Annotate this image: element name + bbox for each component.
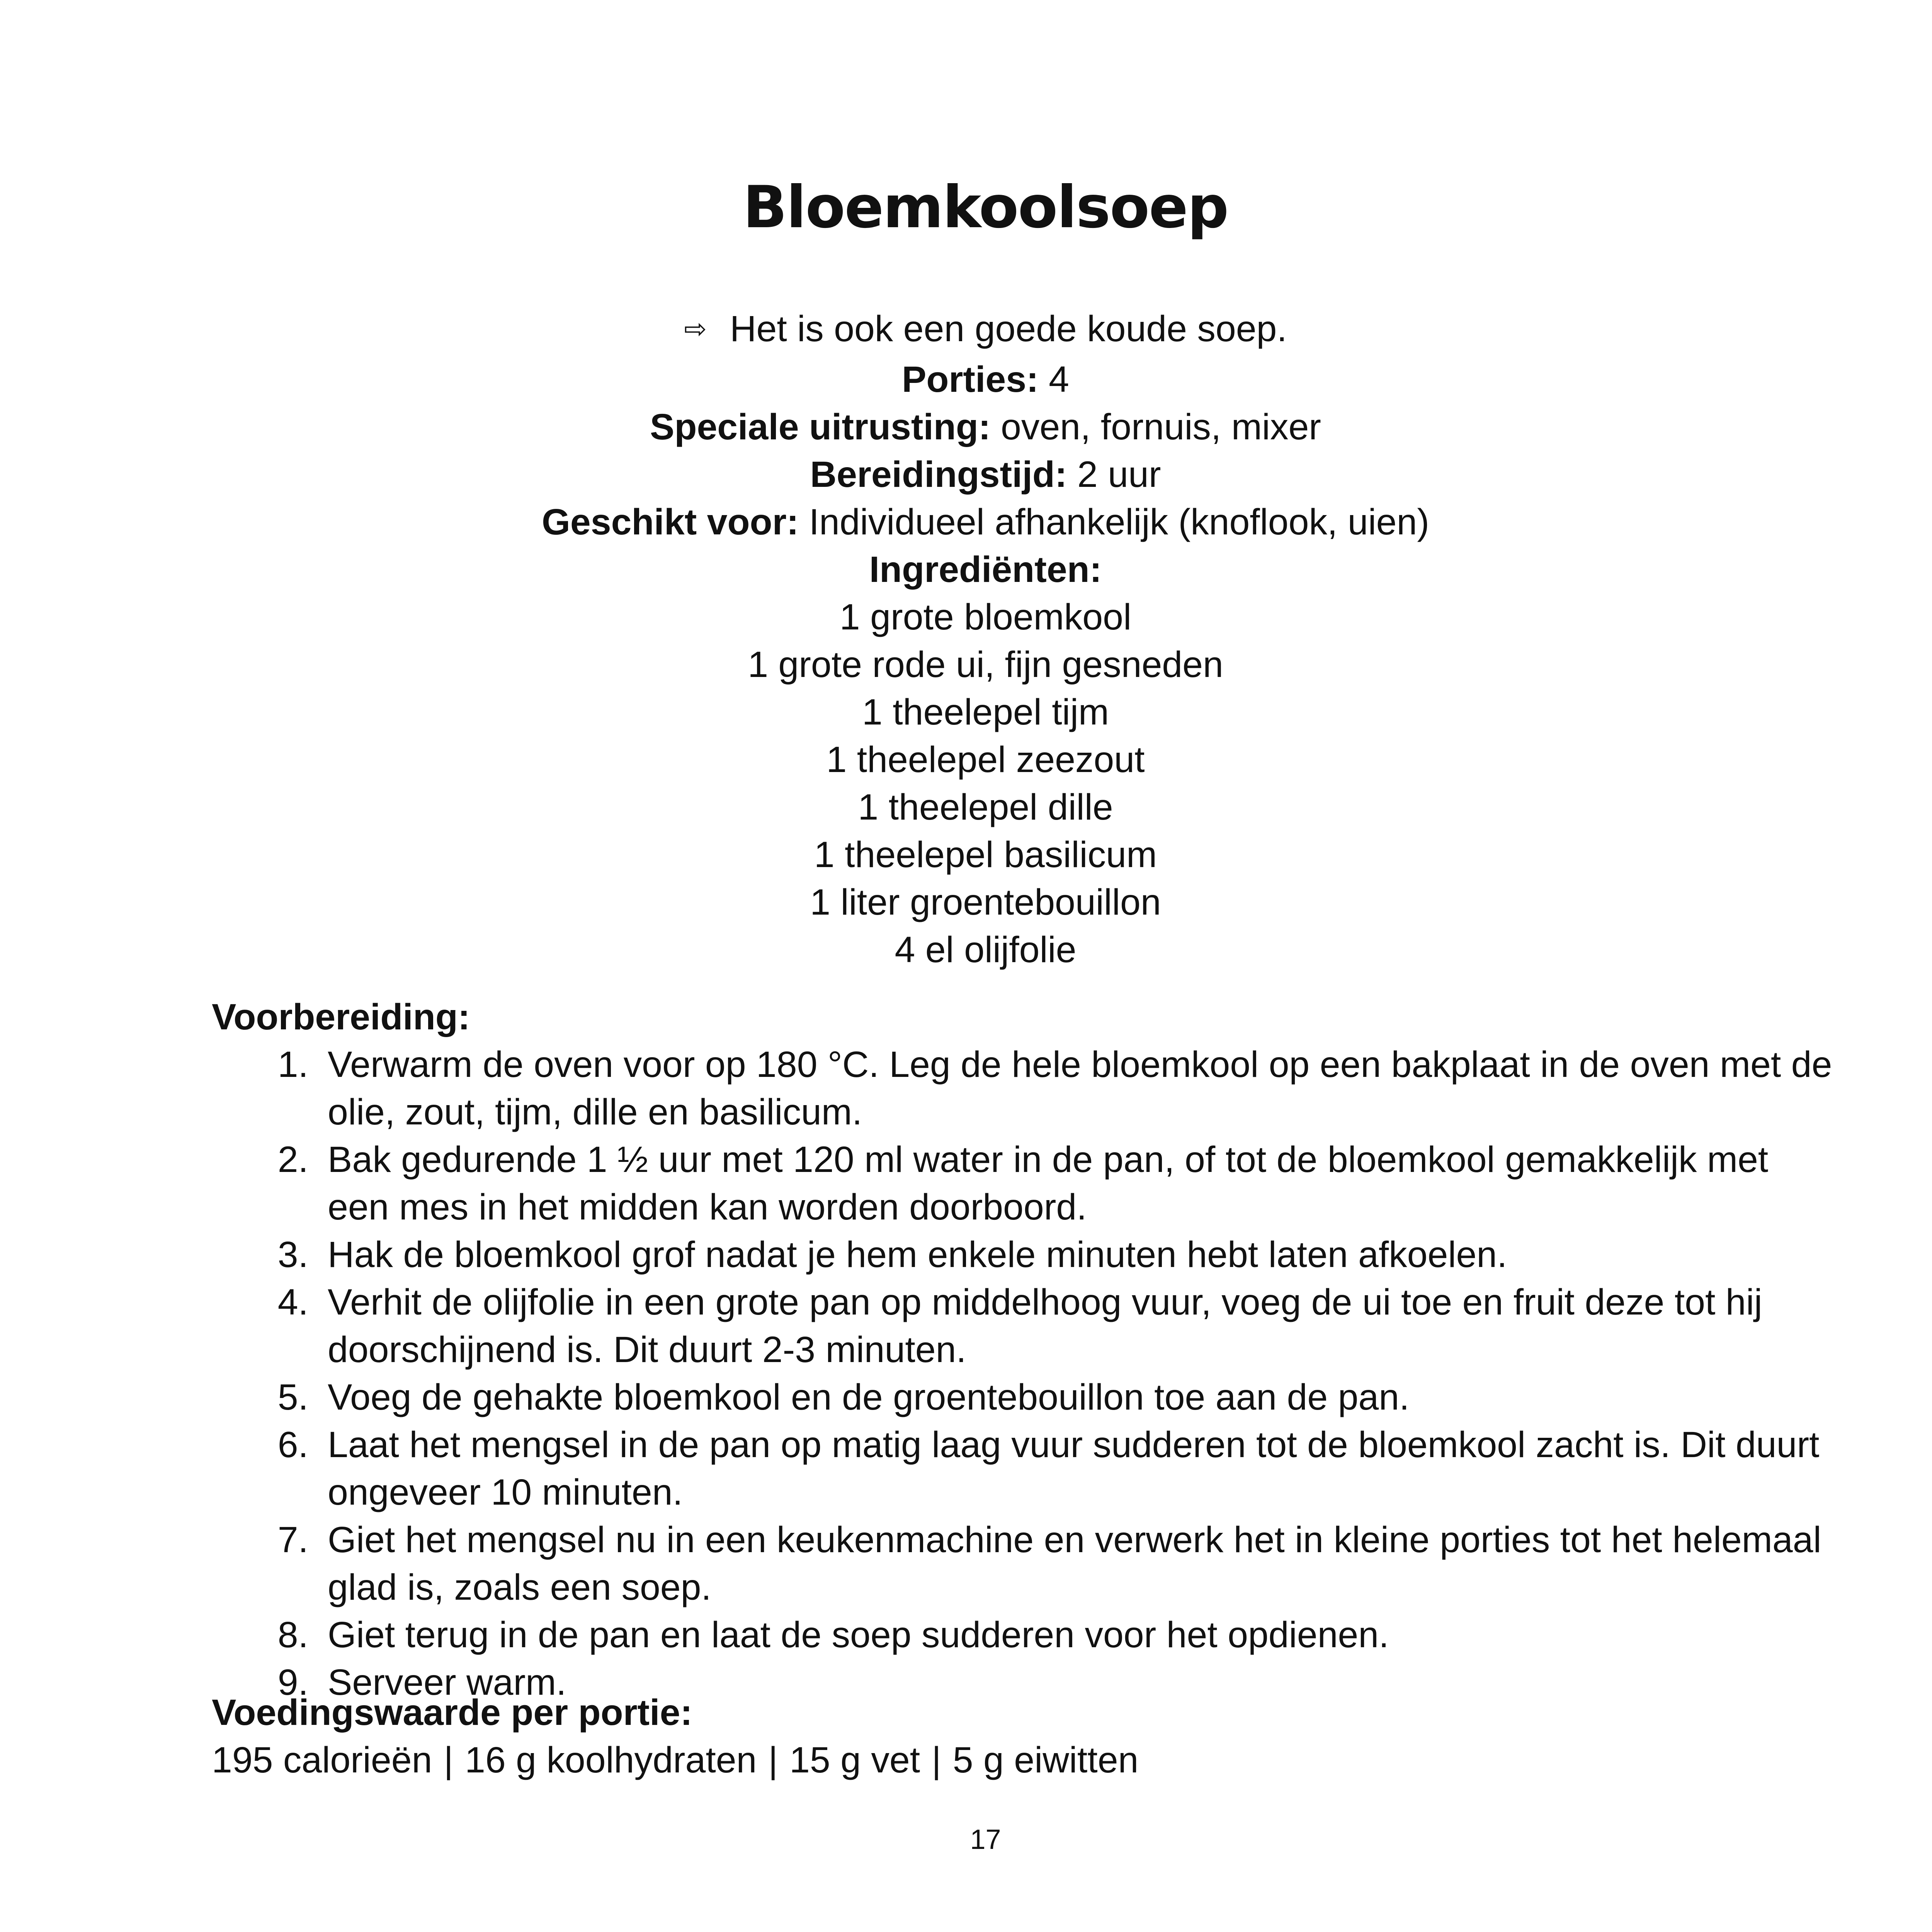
step-text: Laat het mengsel in de pan op matig laag vuur sudderen tot de bloemkool zacht is. Dit duurt ongeveer 10 minuten. — [328, 1424, 1820, 1513]
page-title: Bloemkoolsoep — [743, 174, 1228, 241]
nutrition-separator: | — [768, 1740, 778, 1781]
step-item — [212, 1611, 1835, 1659]
suitable-for-value: Individueel afhankelijk (knoflook, uien) — [809, 502, 1429, 543]
step-number: 9. — [277, 1662, 308, 1703]
step-text: Verhit de olijfolie in een grote pan op middelhoog vuur, voeg de ui toe en fruit deze tot hij doorschijnend is. Dit duurt 2-3 minuten. — [328, 1282, 1762, 1370]
step-text: Verwarm de oven voor op 180 °C. Leg de hele bloemkool op een bakplaat in de oven met de olie, zout, tijm, dille en basilicum. — [328, 1044, 1832, 1133]
ingredient-item: 1 theelepel dille — [858, 787, 1113, 828]
prep-time-line — [0, 451, 1932, 498]
step-item — [212, 1231, 1835, 1279]
step-text: Hak de bloemkool grof nadat je hem enkele minuten hebt laten afkoelen. — [328, 1234, 1507, 1275]
servings-label: Porties: — [902, 359, 1039, 400]
step-item — [212, 1516, 1835, 1611]
prep-time-label: Bereidingstijd: — [810, 454, 1067, 495]
step-number: 5. — [277, 1377, 308, 1418]
step-text: Giet terug in de pan en laat de soep sudderen voor het opdienen. — [328, 1614, 1389, 1655]
nutrition-separator: | — [444, 1740, 454, 1781]
nutrition-calories: 195 calorieën — [212, 1740, 432, 1781]
step-number: 2. — [277, 1139, 308, 1180]
step-item — [212, 1374, 1835, 1421]
nutrition-carbs: 16 g koolhydraten — [465, 1740, 757, 1781]
preparation-steps — [212, 1041, 1835, 1706]
nutrition-protein: 5 g eiwitten — [952, 1740, 1139, 1781]
step-text: Bak gedurende 1 ½ uur met 120 ml water in de pan, of tot de bloemkool gemakkelijk met een mes in het midden kan worden doorboord. — [328, 1139, 1769, 1228]
suitable-for-line — [0, 498, 1932, 546]
ingredient-item: 1 grote bloemkool — [839, 597, 1132, 638]
step-number: 1. — [277, 1044, 308, 1085]
note-line — [0, 305, 1932, 356]
preparation-heading: Voorbereiding: — [212, 997, 470, 1037]
servings-value: 4 — [1049, 359, 1069, 400]
step-item — [212, 1041, 1835, 1136]
ingredient-item: 4 el olijfolie — [895, 929, 1077, 970]
step-text: Giet het mengsel nu in een keukenmachine en verwerk het in kleine porties tot het helemaal glad is, zoals een soep. — [328, 1519, 1821, 1608]
ingredient-item: 1 theelepel tijm — [862, 692, 1109, 733]
step-number: 4. — [277, 1282, 308, 1323]
note-text: Het is ook een goede koude soep. — [730, 308, 1287, 349]
step-item — [212, 1421, 1835, 1516]
page-number: 17 — [970, 1824, 1001, 1855]
step-number: 8. — [277, 1614, 308, 1655]
equipment-line — [0, 403, 1932, 451]
nutrition-fat: 15 g vet — [789, 1740, 920, 1781]
ingredient-item: 1 grote rode ui, fijn gesneden — [748, 644, 1223, 685]
step-item — [212, 1279, 1835, 1374]
step-text: Serveer warm. — [328, 1662, 566, 1703]
equipment-value: oven, fornuis, mixer — [1001, 406, 1321, 447]
suitable-for-label: Geschikt voor: — [542, 502, 799, 543]
nutrition-separator: | — [932, 1740, 941, 1781]
servings-line — [0, 356, 1932, 403]
ingredients-heading: Ingrediënten: — [869, 549, 1102, 590]
nutrition-values — [212, 1736, 1138, 1784]
step-number: 6. — [277, 1424, 308, 1465]
outline-right-arrow-icon: ⇨ — [684, 313, 707, 345]
recipe-summary — [0, 305, 1932, 974]
ingredient-item: 1 theelepel basilicum — [814, 834, 1157, 875]
ingredient-item: 1 liter groentebouillon — [810, 882, 1161, 923]
ingredient-item: 1 theelepel zeezout — [826, 739, 1145, 780]
equipment-label: Speciale uitrusting: — [650, 406, 991, 447]
step-number: 3. — [277, 1234, 308, 1275]
prep-time-value: 2 uur — [1077, 454, 1161, 495]
step-item — [212, 1136, 1835, 1231]
step-text: Voeg de gehakte bloemkool en de groentebouillon toe aan de pan. — [328, 1377, 1410, 1418]
nutrition-heading: Voedingswaarde per portie: — [212, 1692, 693, 1733]
step-number: 7. — [277, 1519, 308, 1560]
